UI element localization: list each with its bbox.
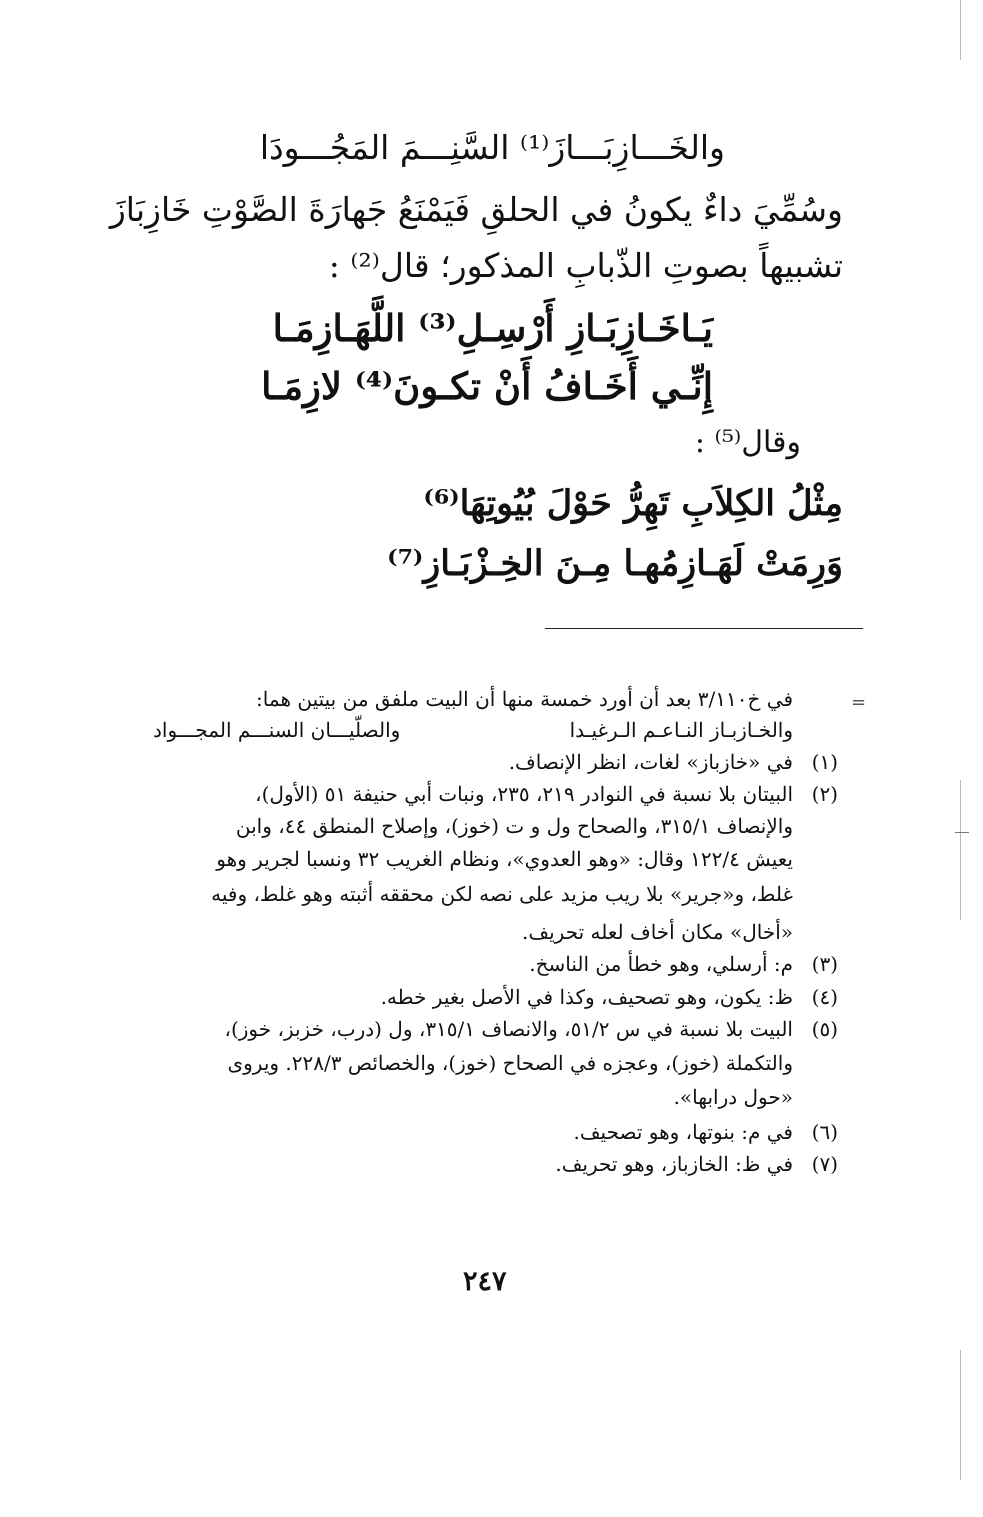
footnote-3: م: أرسلي، وهو خطأ من الناسخ. — [529, 952, 793, 976]
footnote-verse-hemistich-1: والخـازبـاز النـاعـم الـرغيـدا — [569, 718, 793, 742]
footnote-number-1: (١) — [811, 750, 838, 774]
poem-line-1: والخَـــازِبَـــازَ⁽¹⁾ السَّنِـــمَ المَجُـــودَا — [259, 128, 725, 167]
footnote-verse-hemistich-2: والصلّيـــان السنـــم المجـــواد — [153, 718, 401, 742]
scan-edge-tick — [955, 832, 969, 833]
footnote-number-7: (٧) — [811, 1152, 838, 1176]
footnote-1: في «خازباز» لغات، انظر الإنصاف. — [508, 750, 793, 774]
footnote-5-line-2: والتكملة (خوز)، وعجزه في الصحاح (خوز)، والخصائص ٢٢٨/٣. ويروى — [227, 1051, 793, 1075]
verse-line-3: مِثْلُ الكِلاَبِ تَهِرُّ حَوْلَ بُيُوتِهَا⁽⁶⁾ — [423, 483, 843, 524]
footnote-number-5: (٥) — [811, 1017, 838, 1041]
scan-edge-line — [960, 780, 961, 920]
footnote-2-line-5: «أخال» مكان أخاف لعله تحريف. — [522, 920, 793, 944]
footnote-number-4: (٤) — [811, 985, 838, 1009]
footnote-5-line-1: البيت بلا نسبة في س ٥١/٢، والانصاف ٣١٥/١، ول (درب، خزبز، خوز)، — [224, 1017, 793, 1041]
page-number: ٢٤٧ — [463, 1266, 507, 1297]
verse-line-4: وَرِمَتْ لَهَـازِمُهـا مِـنَ الخِـزْبَـازِ⁽⁷⁾ — [387, 543, 843, 584]
verse-line-2: إِنِّـي أَخَـافُ أَنْ تكـونَ⁽⁴⁾ لازِمَـا — [261, 364, 713, 408]
footnote-continued: في خ٣/١١٠ بعد أن أورد خمسة منها أن البيت ملفق من بيتين هما: — [256, 687, 793, 711]
footnote-number-6: (٦) — [811, 1120, 838, 1144]
footnote-number-2: (٢) — [811, 782, 838, 806]
scan-edge-line — [960, 0, 961, 60]
footnote-separator — [545, 628, 863, 629]
footnote-number-3: (٣) — [811, 952, 838, 976]
footnote-5-line-3: «حول درابها». — [673, 1085, 793, 1109]
prose-line-2: تشبيهاً بصوتِ الذّبابِ المذكور؛ قال⁽²⁾ : — [328, 246, 843, 285]
footnote-2-line-1: البيتان بلا نسبة في النوادر ٢١٩، ٢٣٥، ونبات أبي حنيفة ٥١ (الأول)، — [255, 782, 793, 806]
continuation-marker: = — [851, 692, 867, 713]
prose-line-1: وسُمِّيَ داءٌ يكونُ في الحلقِ فَيَمْنَعُ جَهارَةَ الصَّوْتِ خَازِبَازَ — [109, 190, 843, 229]
prose-line-3: وقال⁽⁵⁾ : — [694, 425, 801, 460]
scan-edge-line — [960, 1350, 961, 1480]
footnote-2-line-2: والإنصاف ٣١٥/١، والصحاح ول و ت (خوز)، وإصلاح المنطق ٤٤، وابن — [235, 814, 793, 838]
footnote-7: في ظ: الخازباز، وهو تحريف. — [555, 1152, 793, 1176]
footnote-6: في م: بنوتها، وهو تصحيف. — [573, 1120, 793, 1144]
verse-line-1: يَـاخَـازِبَـازِ أَرْسِـلِ⁽³⁾ اللَّهَـازِمَـا — [272, 306, 713, 350]
footnote-2-line-4: غلط، و«جرير» بلا ريب مزيد على نصه لكن محققه أثبته وهو غلط، وفيه — [211, 882, 793, 906]
footnote-4: ظ: يكون، وهو تصحيف، وكذا في الأصل بغير خطه. — [380, 985, 793, 1009]
footnote-verse — [153, 718, 793, 744]
footnote-2-line-3: يعيش ١٢٢/٤ وقال: «وهو العدوي»، ونظام الغريب ٣٢ ونسبا لجرير وهو — [216, 847, 793, 871]
